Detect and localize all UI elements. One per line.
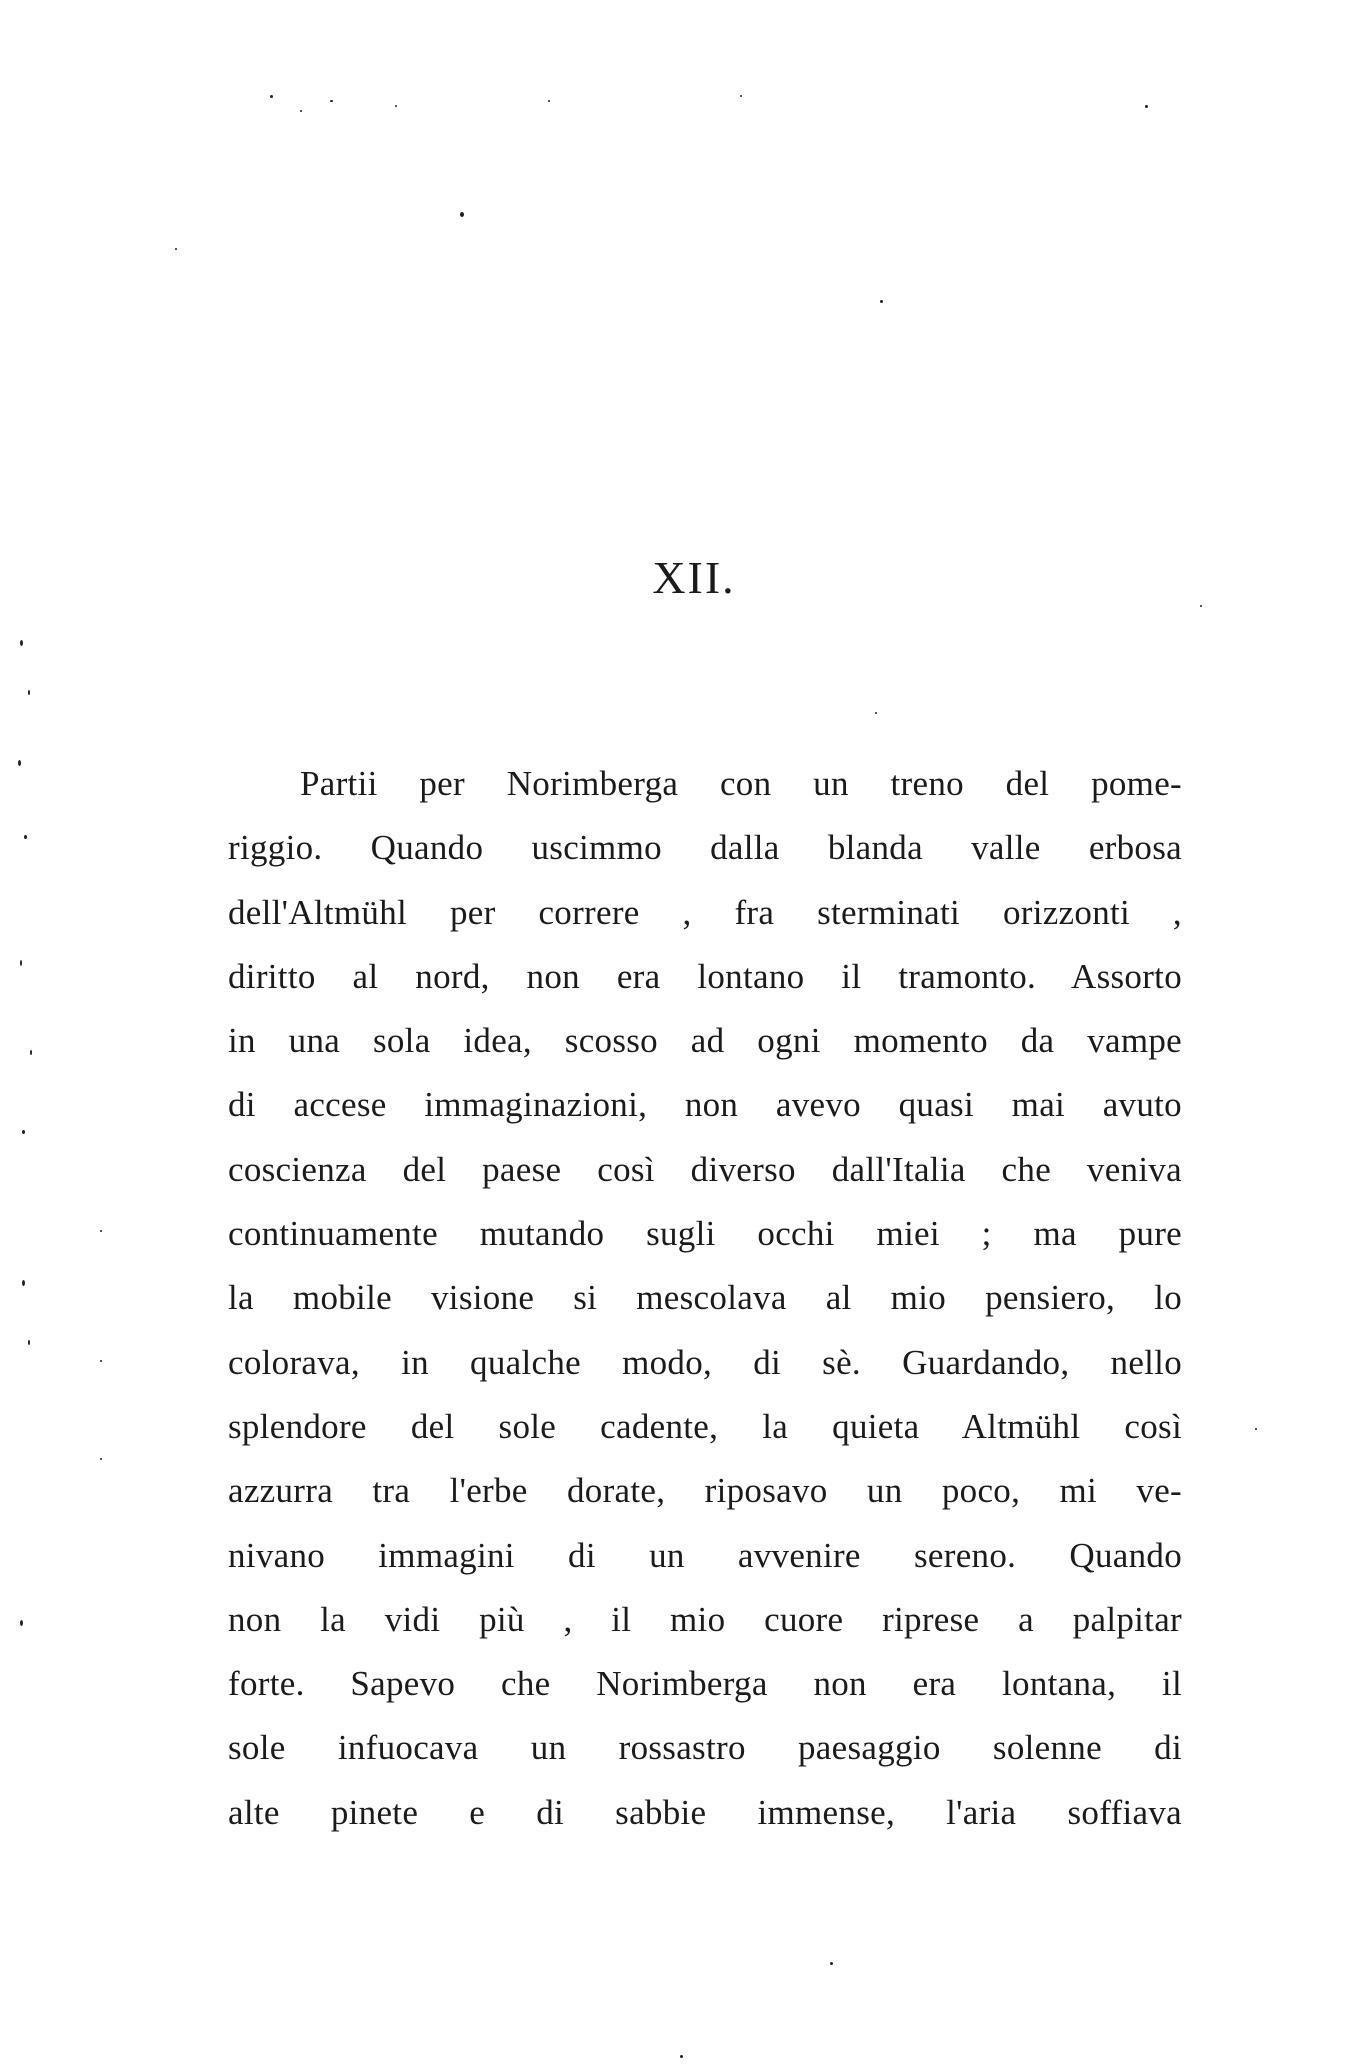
text-line: continuamente mutando sugli occhi miei ; ma pure xyxy=(228,1214,1182,1254)
text-line: diritto al nord, non era lontano il tramonto. Assorto xyxy=(228,956,1182,996)
text-line: dell'Altmühl per correre , fra sterminati orizzonti , xyxy=(228,892,1182,932)
text-line: alte pinete e di sabbie immense, l'aria soffiava xyxy=(228,1792,1182,1832)
text-line: Partii per Norimberga con un treno del pome- xyxy=(300,764,1182,803)
text-line: coscienza del paese così diverso dall'Italia che veniva xyxy=(228,1149,1182,1189)
text-line: sole infuocava un rossastro paesaggio solenne di xyxy=(228,1728,1182,1768)
text-line: di accese immaginazioni, non avevo quasi mai avuto xyxy=(228,1085,1182,1125)
text-line: riggio. Quando uscimmo dalla blanda valle erbosa xyxy=(228,828,1182,868)
chapter-heading: XII. xyxy=(652,551,736,603)
text-line: azzurra tra l'erbe dorate, riposavo un poco, mi ve- xyxy=(228,1471,1182,1511)
body-text xyxy=(228,752,1182,1845)
text-line: la mobile visione si mescolava al mio pensiero, lo xyxy=(228,1278,1182,1318)
text-line: in una sola idea, scosso ad ogni momento da vampe xyxy=(228,1021,1182,1061)
text-line: forte. Sapevo che Norimberga non era lontana, il xyxy=(228,1664,1182,1704)
text-line: non la vidi più , il mio cuore riprese a palpitar xyxy=(228,1599,1182,1639)
text-line: colorava, in qualche modo, di sè. Guardando, nello xyxy=(228,1342,1182,1382)
text-line: splendore del sole cadente, la quieta Altmühl così xyxy=(228,1406,1182,1446)
text-line: nivano immagini di un avvenire sereno. Quando xyxy=(228,1535,1182,1575)
